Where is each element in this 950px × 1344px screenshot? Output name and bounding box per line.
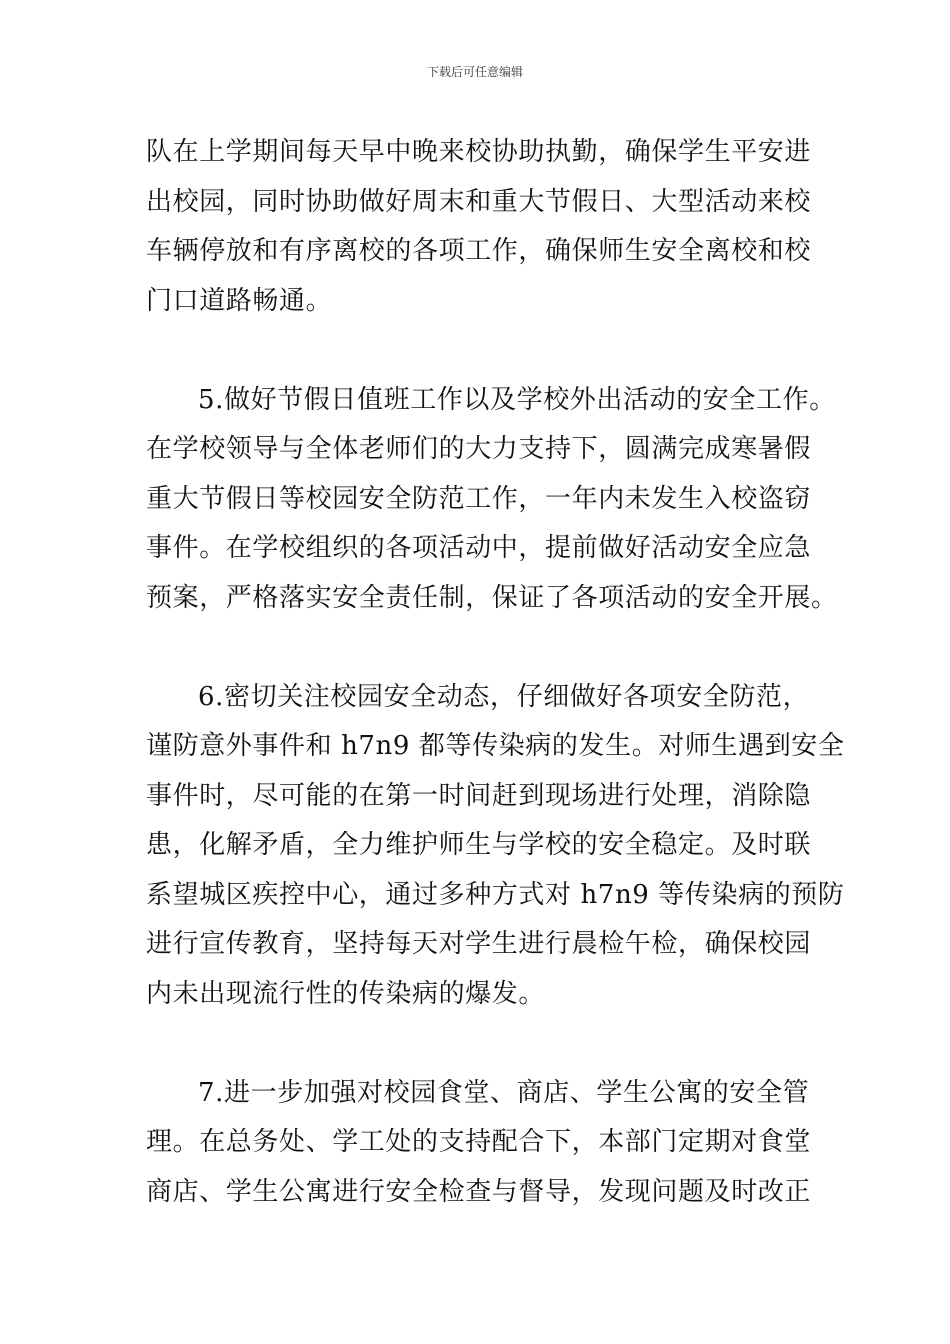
text-line: 队在上学期间每天早中晚来校协助执勤，确保学生平安进 — [146, 137, 812, 167]
paragraph-item-7 — [146, 1069, 816, 1218]
paragraph-item-5 — [146, 376, 838, 624]
text-line: 门口道路畅通。 — [146, 285, 333, 316]
text-line: 商店、学生公寓进行安全检查与督导，发现问题及时改正 — [146, 1176, 812, 1207]
text-line: 在学校领导与全体老师们的大力支持下，圆满完成寒暑假 — [146, 434, 812, 464]
text-line: 内未出现流行性的传染病的爆发。 — [146, 978, 546, 1009]
paragraph-item-6 — [146, 673, 845, 1020]
text-line: 7.进一步加强对校园食堂、商店、学生公寓的安全管 — [198, 1077, 810, 1108]
paragraph-spacer — [146, 326, 816, 376]
text-line: 6.密切关注校园安全动态，仔细做好各项安全防范， — [198, 681, 810, 712]
paragraph-spacer — [146, 623, 816, 673]
text-line: 重大节假日等校园安全防范工作，一年内未发生入校盗窃 — [146, 483, 812, 514]
paragraph-spacer — [146, 1019, 816, 1069]
text-line: 5.做好节假日值班工作以及学校外出活动的安全工作。 — [198, 384, 836, 415]
text-line: 车辆停放和有序离校的各项工作，确保师生安全离校和校 — [146, 236, 812, 266]
text-line: 事件时，尽可能的在第一时间赶到现场进行处理，消除隐 — [146, 780, 812, 811]
page-header: 下载后可任意编辑 — [426, 65, 523, 79]
document-body — [146, 128, 845, 1217]
text-line: 预案，严格落实安全责任制，保证了各项活动的安全开展。 — [146, 582, 838, 613]
text-line: 进行宣传教育，坚持每天对学生进行晨检午检，确保校园 — [146, 929, 812, 959]
paragraph-continuation — [146, 128, 816, 326]
text-line: 系望城区疾控中心，通过多种方式对 h7n9 等传染病的预防 — [146, 879, 845, 910]
text-line: 患，化解矛盾，全力维护师生与学校的安全稳定。及时联 — [146, 830, 812, 860]
text-line: 谨防意外事件和 h7n9 都等传染病的发生。对师生遇到安全 — [146, 731, 845, 761]
text-line: 理。在总务处、学工处的支持配合下，本部门定期对食堂 — [146, 1127, 812, 1157]
text-line: 出校园，同时协助做好周末和重大节假日、大型活动来校 — [146, 186, 812, 217]
text-line: 事件。在学校组织的各项活动中，提前做好活动安全应急 — [146, 533, 812, 563]
